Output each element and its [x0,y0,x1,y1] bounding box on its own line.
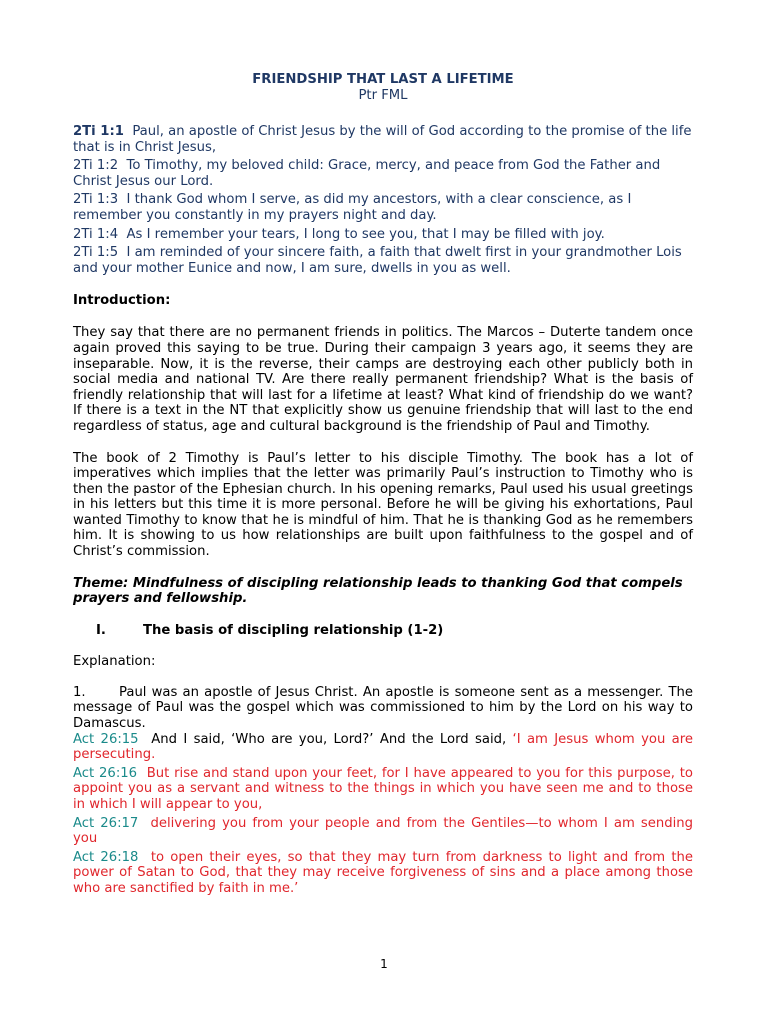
page-number: 1 [380,957,388,971]
acts-verse-red: ‘I am Jesus whom you are persecuting. [73,731,693,763]
verse-ref: 2Ti 1:3 [73,192,119,208]
numbered-point [73,685,693,732]
verse-text: Paul, an apostle of Christ Jesus by the will of God according to the promise of the life that is in Christ Jesus, [73,124,692,155]
acts-verse [73,766,693,813]
acts-verse-red: to open their eyes, so that they may turn from darkness to light and from the power of Satan to God, that they may receive forgiveness of sins and a place among those who are sanctified by faith in me.’ [73,849,693,896]
point-number: 1. [73,684,86,700]
acts-verse [73,850,693,897]
verse-line [73,227,693,243]
acts-verse-ref: Act 26:17 [73,815,139,831]
document-title: FRIENDSHIP THAT LAST A LIFETIME [252,72,514,87]
verse-line [73,158,693,189]
acts-verse-red: delivering you from your people and from the Gentiles—to whom I am sending you [73,815,693,847]
body-paragraph: The book of 2 Timothy is Paul’s letter to his disciple Timothy. The book has a lot of imperatives which implies that the letter was primarily Paul’s instruction to Timothy who is then the pastor of the Ephesian church. In his opening remarks, Paul used his usual greetings in his letters but this time it is more personal. Before he will be giving his exhortations, Paul wanted Timothy to know that he is mindful of him. That he is thanking God as he remembers him. It is showing to us how relationships are built upon faithfulness to the gospel and of Christ’s commission. [73,450,693,560]
acts-verse-plain: And I said, ‘Who are you, Lord?’ And the Lord said, [151,731,513,747]
body-paragraph: They say that there are no permanent friends in politics. The Marcos – Duterte tandem once again proved this saying to be true. During their campaign 3 years ago, it seems they are inseparable. Now, it is the reverse, their camps are destroying each other publicly both in social media and national TV. Are there really permanent friendship? What is the basis of friendly relationship that will last for a lifetime at least? What kind of friendship do we want? If there is a text in the NT that explicitly show us genuine friendship that will last to the end regardless of status, age and cultural background is the friendship of Paul and Timothy. [73,325,693,434]
acts-passage [73,732,693,897]
verse-text: To Timothy, my beloved child: Grace, mercy, and peace from God the Father and Christ Jesus our Lord. [73,158,661,189]
acts-verse [73,732,693,763]
verse-ref: 2Ti 1:5 [73,245,119,261]
verse-text: I am reminded of your sincere faith, a faith that dwelt first in your grandmother Lois and your mother Eunice and now, I am sure, dwells in you as well. [73,245,682,276]
scripture-passage [73,124,693,276]
verse-ref: 2Ti 1:2 [73,158,119,174]
page-content [73,72,693,897]
explanation-label: Explanation: [73,653,156,669]
acts-verse-ref: Act 26:16 [73,765,138,781]
verse-ref: 2Ti 1:1 [73,124,124,139]
verse-line [73,124,693,155]
acts-verse-ref: Act 26:15 [73,731,139,747]
acts-verse-ref: Act 26:18 [73,849,139,865]
verse-line [73,245,693,276]
section-number: I. [96,622,106,638]
section-heading [73,623,693,639]
theme-statement: Theme: Mindfulness of discipling relationship leads to thanking God that compels prayers and fellowship. [73,575,683,607]
verse-ref: 2Ti 1:4 [73,226,119,242]
point-text: Paul was an apostle of Jesus Christ. An apostle is someone sent as a messenger. The message of Paul was the gospel which was commissioned to him by the Lord on his way to Damascus. [73,684,693,732]
author-line: Ptr FML [358,88,408,103]
introduction-heading: Introduction: [73,293,171,309]
verse-text: As I remember your tears, I long to see you, that I may be filled with joy. [126,226,605,242]
acts-verse [73,816,693,847]
acts-verse-red: But rise and stand upon your feet, for I have appeared to you for this purpose, to appoint you as a servant and witness to the things in which you have seen me and to those in which I will appear to you, [73,765,693,812]
verse-text: I thank God whom I serve, as did my ancestors, with a clear conscience, as I remember you constantly in my prayers night and day. [73,192,632,223]
section-title: The basis of discipling relationship (1-2) [143,622,444,638]
verse-line [73,192,693,223]
